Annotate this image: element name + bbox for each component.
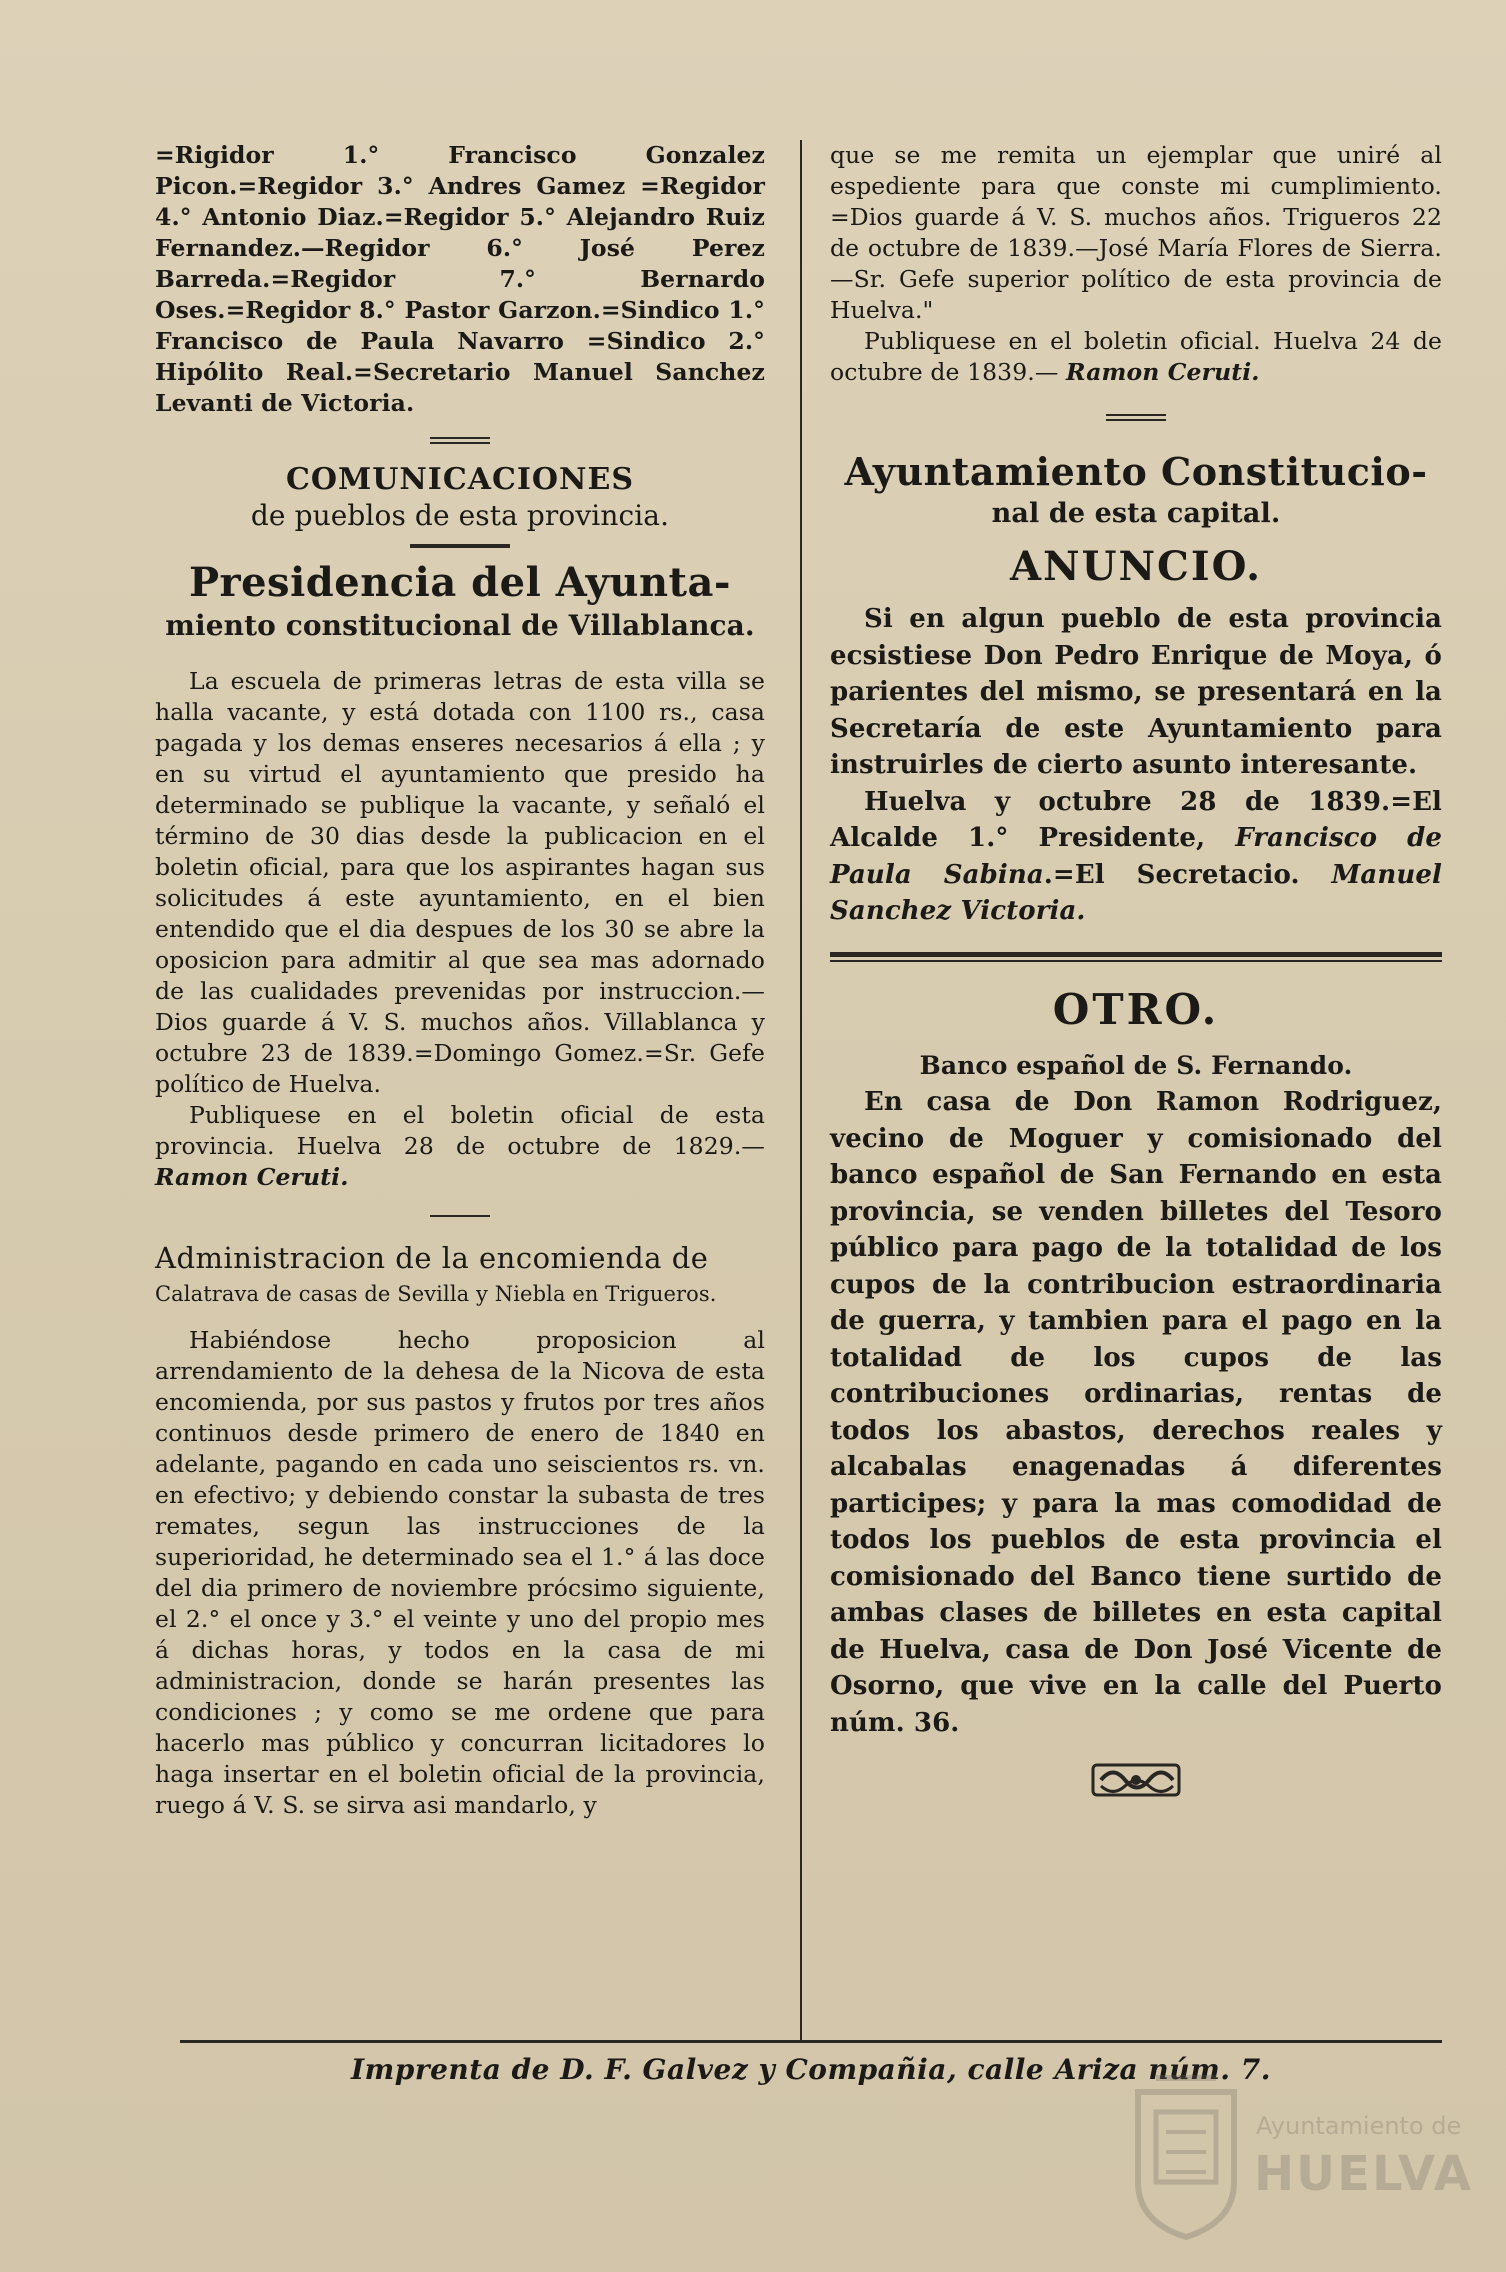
footer-rule — [180, 2040, 1442, 2043]
encomienda-notice: Habiéndose hecho proposicion al arrendamiento de la dehesa de la Nicova de esta encomienda, por sus pastos y frutos por tres años continuos desde primero de enero de 1840 en adelante, pagando en cada uno seiscientos rs. vn. en efectivo; y debiendo constar la subasta de tres remates, segun las instrucciones de la superioridad, he determinado sea el 1.° á las doce del dia primero de noviembre prócsimo siguiente, el 2.° el once y 3.° el veinte y uno del propio mes á dichas horas, y todos en la casa de mi administracion, donde se harán presentes las condiciones ; y como se me ordene que para hacerlo mas público y concurran licitadores lo haga insertar en el boletin oficial de la provincia, ruego á V. S. se sirva asi mandarlo, y — [155, 1326, 765, 1819]
anuncio-separator-text: .=El Secretacio. — [1043, 859, 1300, 890]
watermark-line-2: HUELVA — [1254, 2146, 1473, 2202]
administracion-heading: Administracion de la encomienda de — [155, 1241, 709, 1275]
section-separator — [430, 437, 490, 444]
comunicaciones-heading: COMUNICACIONES — [286, 462, 634, 497]
encomienda-continuation: que se me remita un ejemplar que uniré al espediente para que conste mi cumplimiento. =Dios guarde á V. S. muchos años. Trigueros 22 de octubre de 1839.—José María Flores de Sierra.—Sr. Gefe superior político de esta provincia de Huelva." — [830, 141, 1442, 324]
comunicaciones-subheading: de pueblos de esta provincia. — [250, 499, 670, 532]
crest-icon — [1126, 2072, 1246, 2242]
publication-order-1-text: Publiquese en el boletin oficial de esta provincia. Huelva 28 de octubre de 1829.— — [155, 1101, 765, 1160]
anuncio-signatures — [830, 784, 1442, 930]
publication-order-1 — [155, 1100, 765, 1193]
anuncio-block — [830, 601, 1442, 930]
ayuntamiento-subheading: nal de esta capital. — [991, 498, 1281, 529]
council-signatures: =Rigidor 1.° Francisco Gonzalez Picon.=Regidor 3.° Andres Gamez =Regidor 4.° Antonio Diaz.=Regidor 5.° Alejandro Ruiz Fernandez.—Regidor 6.° José Perez Barreda.=Regidor 7.° Bernardo Oses.=Regidor 8.° Pastor Garzon.=Sindico 1.° Francisco de Paula Navarro =Sindico 2.° Hipólito Real.=Secretario Manuel Sanchez Levanti de Victoria. — [155, 141, 765, 417]
publication-order-2 — [830, 326, 1442, 388]
watermark-line-1: Ayuntamiento de — [1256, 2112, 1462, 2140]
section-separator — [1106, 414, 1166, 421]
otro-heading: OTRO. — [1052, 984, 1220, 1034]
ayuntamiento-heading: Ayuntamiento Constitucio- — [844, 449, 1428, 494]
escuela-notice: La escuela de primeras letras de esta villa se halla vacante, y está dotada con 1100 rs., casa pagada y los demas enseres necesarios á ella ; y en su virtud el ayuntamiento que presido ha determinado se publique la vacante, y señaló el término de 30 dias desde la publicacion en el boletin oficial, para que los aspirantes hagan sus solicitudes á este ayuntamiento, en el bien entendido que el dia despues de los 30 se abre la oposicion para admitir al que sea mas adornado de las cualidades prevenidas por instruccion.—Dios guarde á V. S. muchos años. Villablanca y octubre 23 de 1839.=Domingo Gomez.=Sr. Gefe político de Huelva. — [155, 667, 765, 1098]
banco-block — [830, 1048, 1442, 1742]
anuncio-secretario: Manuel Sanchez Victoria. — [830, 859, 1442, 926]
article-separator — [430, 1215, 490, 1217]
fleuron-ornament — [1091, 1759, 1181, 1801]
banco-heading: Banco español de S. Fernando. — [919, 1050, 1353, 1080]
archive-watermark — [1126, 2072, 1473, 2242]
heading-rule — [410, 544, 510, 548]
double-rule — [830, 952, 1442, 962]
left-column — [155, 140, 765, 2032]
presidencia-heading: Presidencia del Ayunta- — [188, 559, 732, 606]
publication-order-1-signature: Ramon Ceruti. — [155, 1163, 349, 1191]
printer-imprint: Imprenta de D. F. Galvez y Compañia, calle Ariza núm. 7. — [351, 2053, 1271, 2086]
right-column — [830, 140, 1442, 2032]
publication-order-2-text: Publiquese en el boletin oficial. Huelva 24 de octubre de 1839.— — [830, 327, 1442, 386]
banco-notice: En casa de Don Ramon Rodriguez, vecino de Moguer y comisionado del banco español de San Fernando en esta provincia, se venden billetes del Tesoro público para pago de la totalidad de los cupos de la contribucion estraordinaria de guerra, y tambien para el pago en la totalidad de los cupos de las contribuciones ordinarias, rentas de todos los abastos, derechos reales y alcabalas enagenadas á diferentes participes; y para la mas comodidad de todos los pueblos de esta provincia el comisionado del Banco tiene surtido de ambas clases de billetes en esta capital de Huelva, casa de Don José Vicente de Osorno, que vive en la calle del Puerto núm. 36. — [830, 1087, 1442, 1738]
column-divider — [800, 140, 802, 2040]
anuncio-heading: ANUNCIO. — [1009, 543, 1262, 590]
anuncio-notice: Si en algun pueblo de esta provincia ecsistiese Don Pedro Enrique de Moya, ó parientes del mismo, se presentará en la Secretaría de este Ayuntamiento para instruirles de cierto asunto interesante. — [830, 604, 1442, 780]
publication-order-2-signature: Ramon Ceruti. — [1066, 358, 1260, 386]
presidencia-subheading: miento constitucional de Villablanca. — [165, 609, 755, 642]
anuncio-alcalde: Francisco de Paula Sabina — [830, 823, 1443, 890]
anuncio-date: Huelva y octubre 28 de 1839.=El Alcalde 1.° Presidente, — [830, 786, 1442, 853]
administracion-subheading: Calatrava de casas de Sevilla y Niebla en Trigueros. — [155, 1282, 717, 1306]
